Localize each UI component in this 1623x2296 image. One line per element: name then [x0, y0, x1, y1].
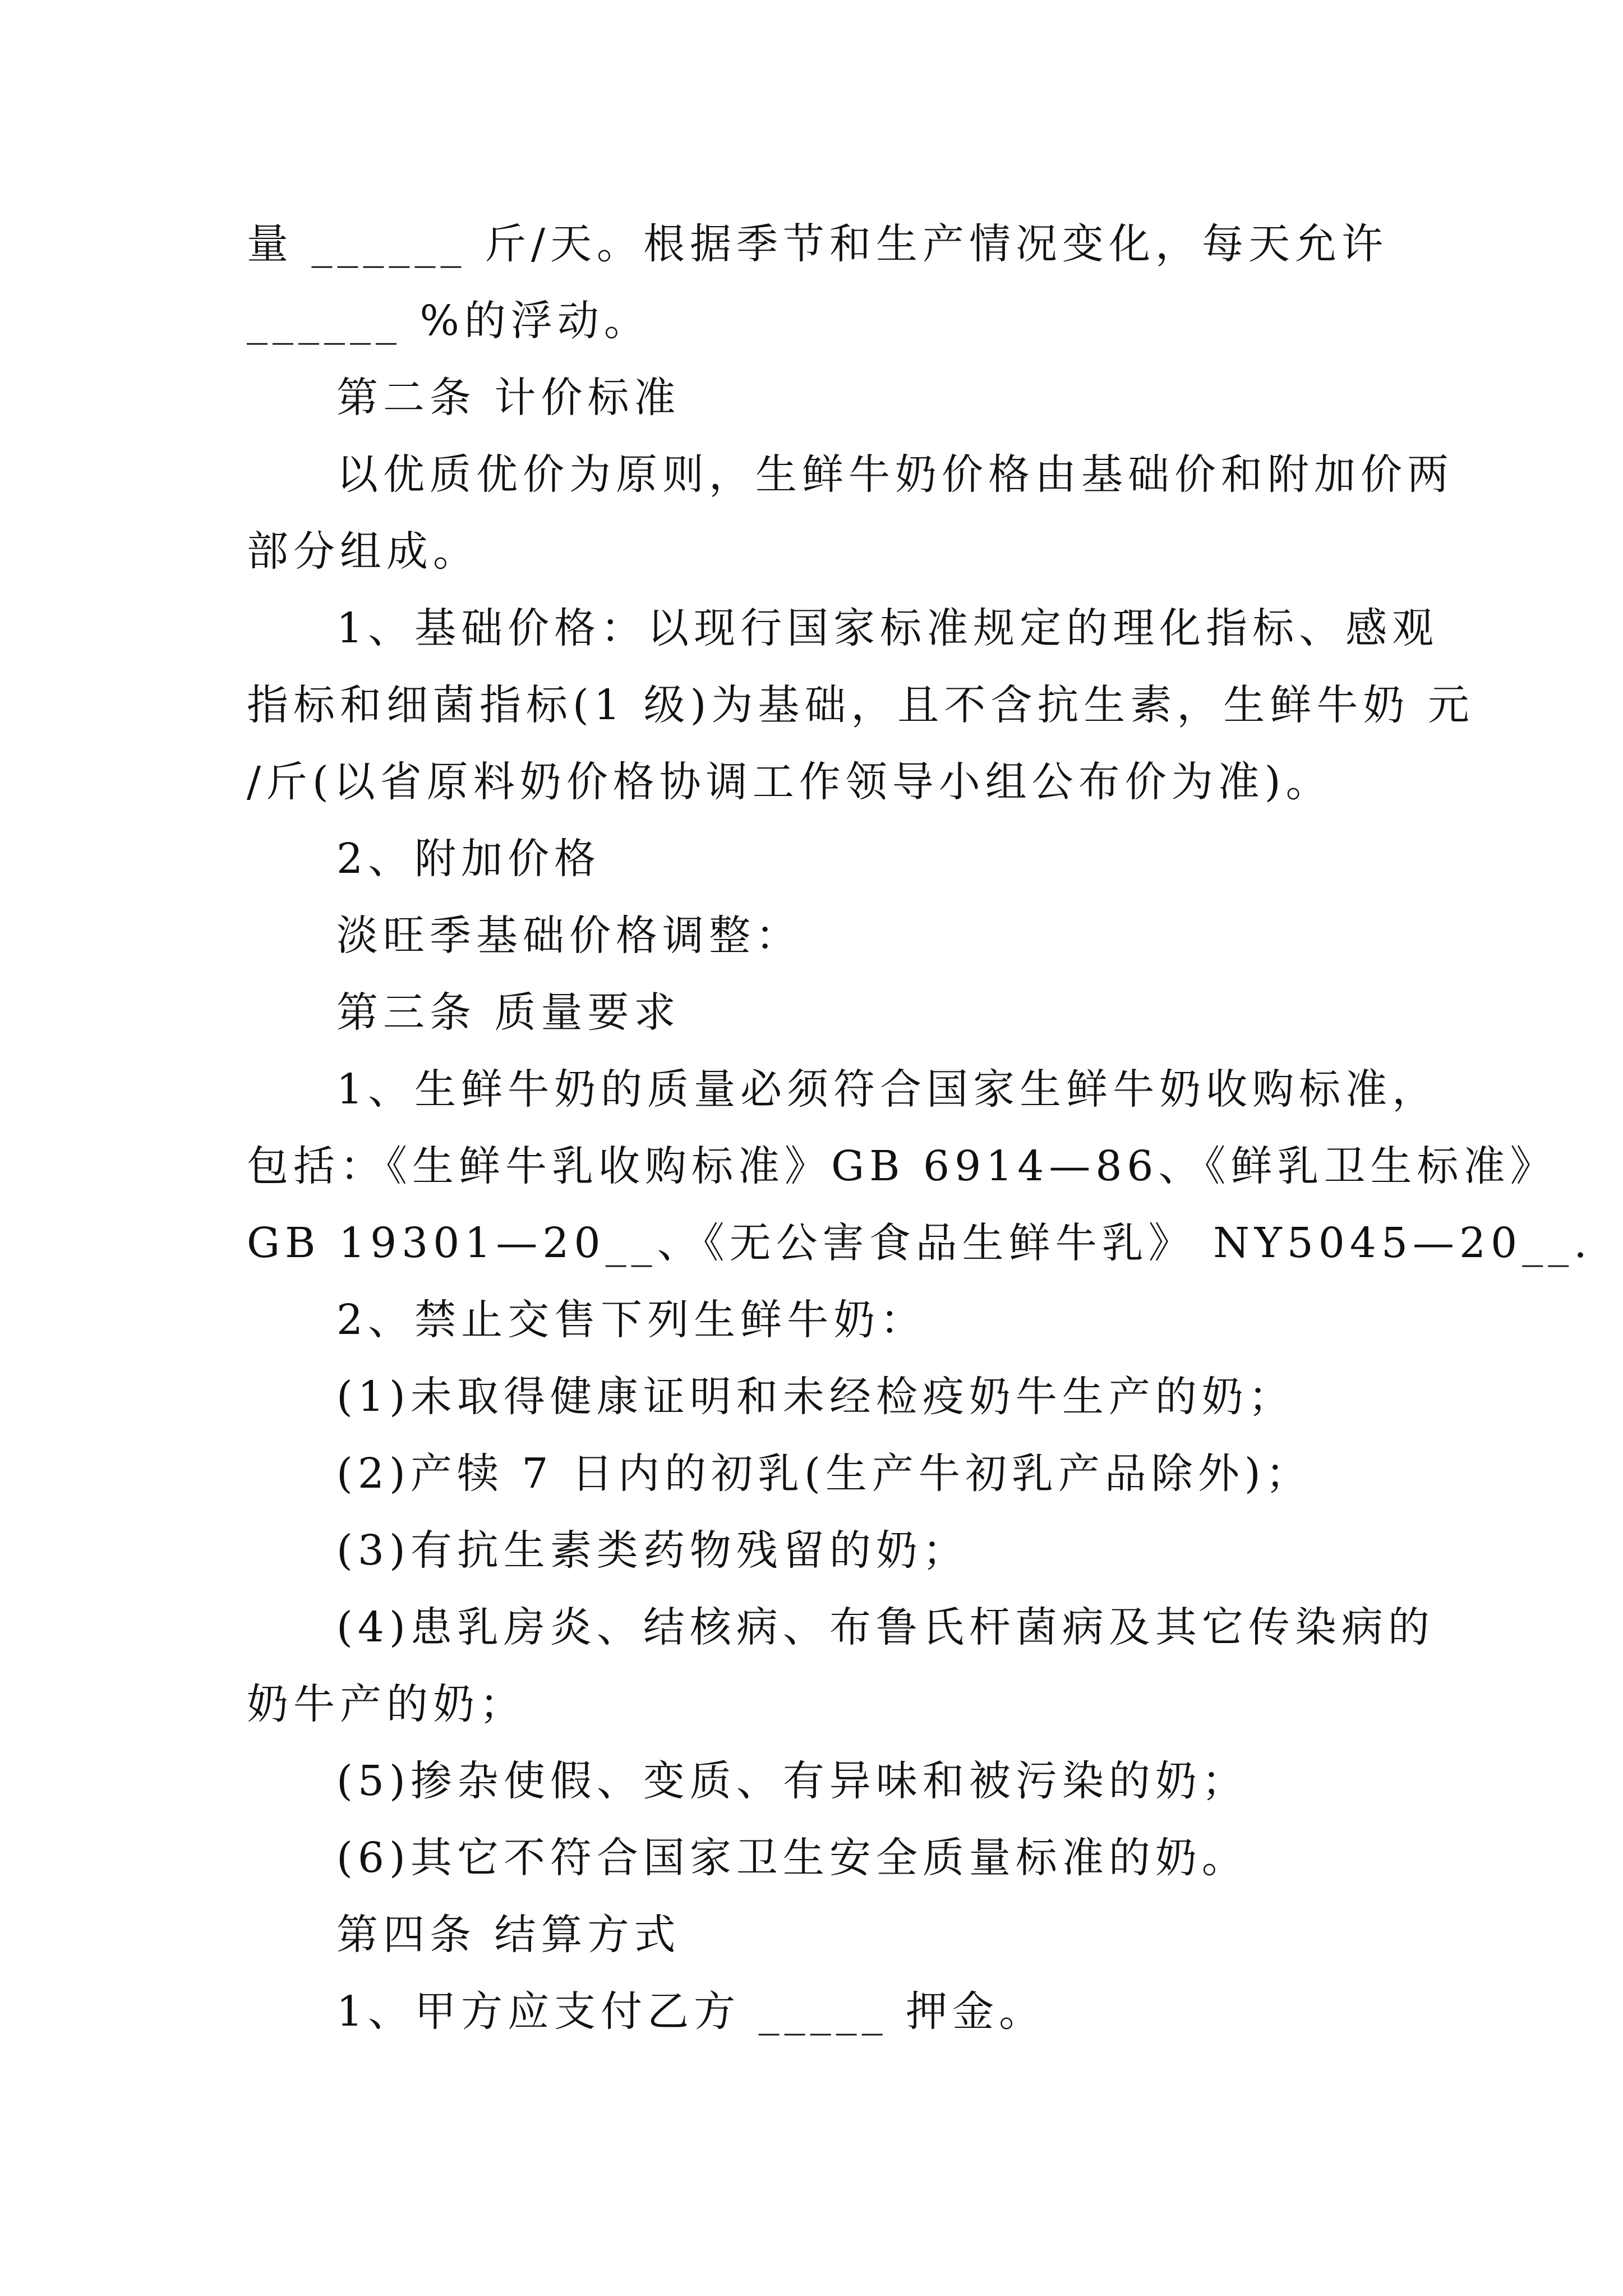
text-line: 1、生鲜牛奶的质量必须符合国家生鲜牛奶收购标准，: [336, 1065, 1439, 1114]
text-line: 以优质优价为原则，生鲜牛奶价格由基础价和附加价两: [336, 450, 1454, 499]
text-line: 1、基础价格：以现行国家标准规定的理化指标、感观: [336, 604, 1439, 652]
text-line: GB 19301—20__、《无公害食品生鲜牛乳》 NY5045—20__.: [247, 1219, 1592, 1267]
list-item: (3)有抗生素类药物残留的奶；: [336, 1526, 969, 1575]
text-line: 包括：《生鲜牛乳收购标准》GB 6914—86、《鲜乳卫生标准》: [247, 1142, 1557, 1190]
text-line: 部分组成。: [247, 527, 479, 576]
text-line: 指标和细菌指标(1 级)为基础，且不含抗生素，生鲜牛奶 元: [247, 681, 1474, 729]
list-item: (2)产犊 7 日内的初乳(生产牛初乳产品除外)；: [336, 1450, 1312, 1498]
text-line: /斤(以省原料奶价格协调工作领导小组公布价为准)。: [247, 758, 1332, 806]
text-line: 淡旺季基础价格调整：: [336, 912, 802, 960]
text-line: 2、禁止交售下列生鲜牛奶：: [336, 1296, 927, 1344]
list-item: (4)患乳房炎、结核病、布鲁氏杆菌病及其它传染病的: [336, 1603, 1435, 1651]
section-heading: 第三条 质量要求: [336, 988, 681, 1037]
list-item: (6)其它不符合国家卫生安全质量标准的奶。: [336, 1834, 1248, 1882]
text-line: 2、附加价格: [336, 835, 601, 883]
text-line: 1、甲方应支付乙方 _____ 押金。: [336, 1987, 1046, 2036]
text-line: 奶牛产的奶；: [247, 1680, 526, 1728]
section-heading: 第四条 结算方式: [336, 1911, 681, 1959]
text-line: ______ %的浮动。: [247, 297, 651, 345]
text-line: 量 ______ 斤/天。根据季节和生产情况变化，每天允许: [247, 220, 1388, 268]
list-item: (1)未取得健康证明和未经检疫奶牛生产的奶；: [336, 1373, 1295, 1421]
list-item: (5)掺杂使假、变质、有异味和被污染的奶；: [336, 1757, 1248, 1805]
section-heading: 第二条 计价标准: [336, 374, 681, 422]
